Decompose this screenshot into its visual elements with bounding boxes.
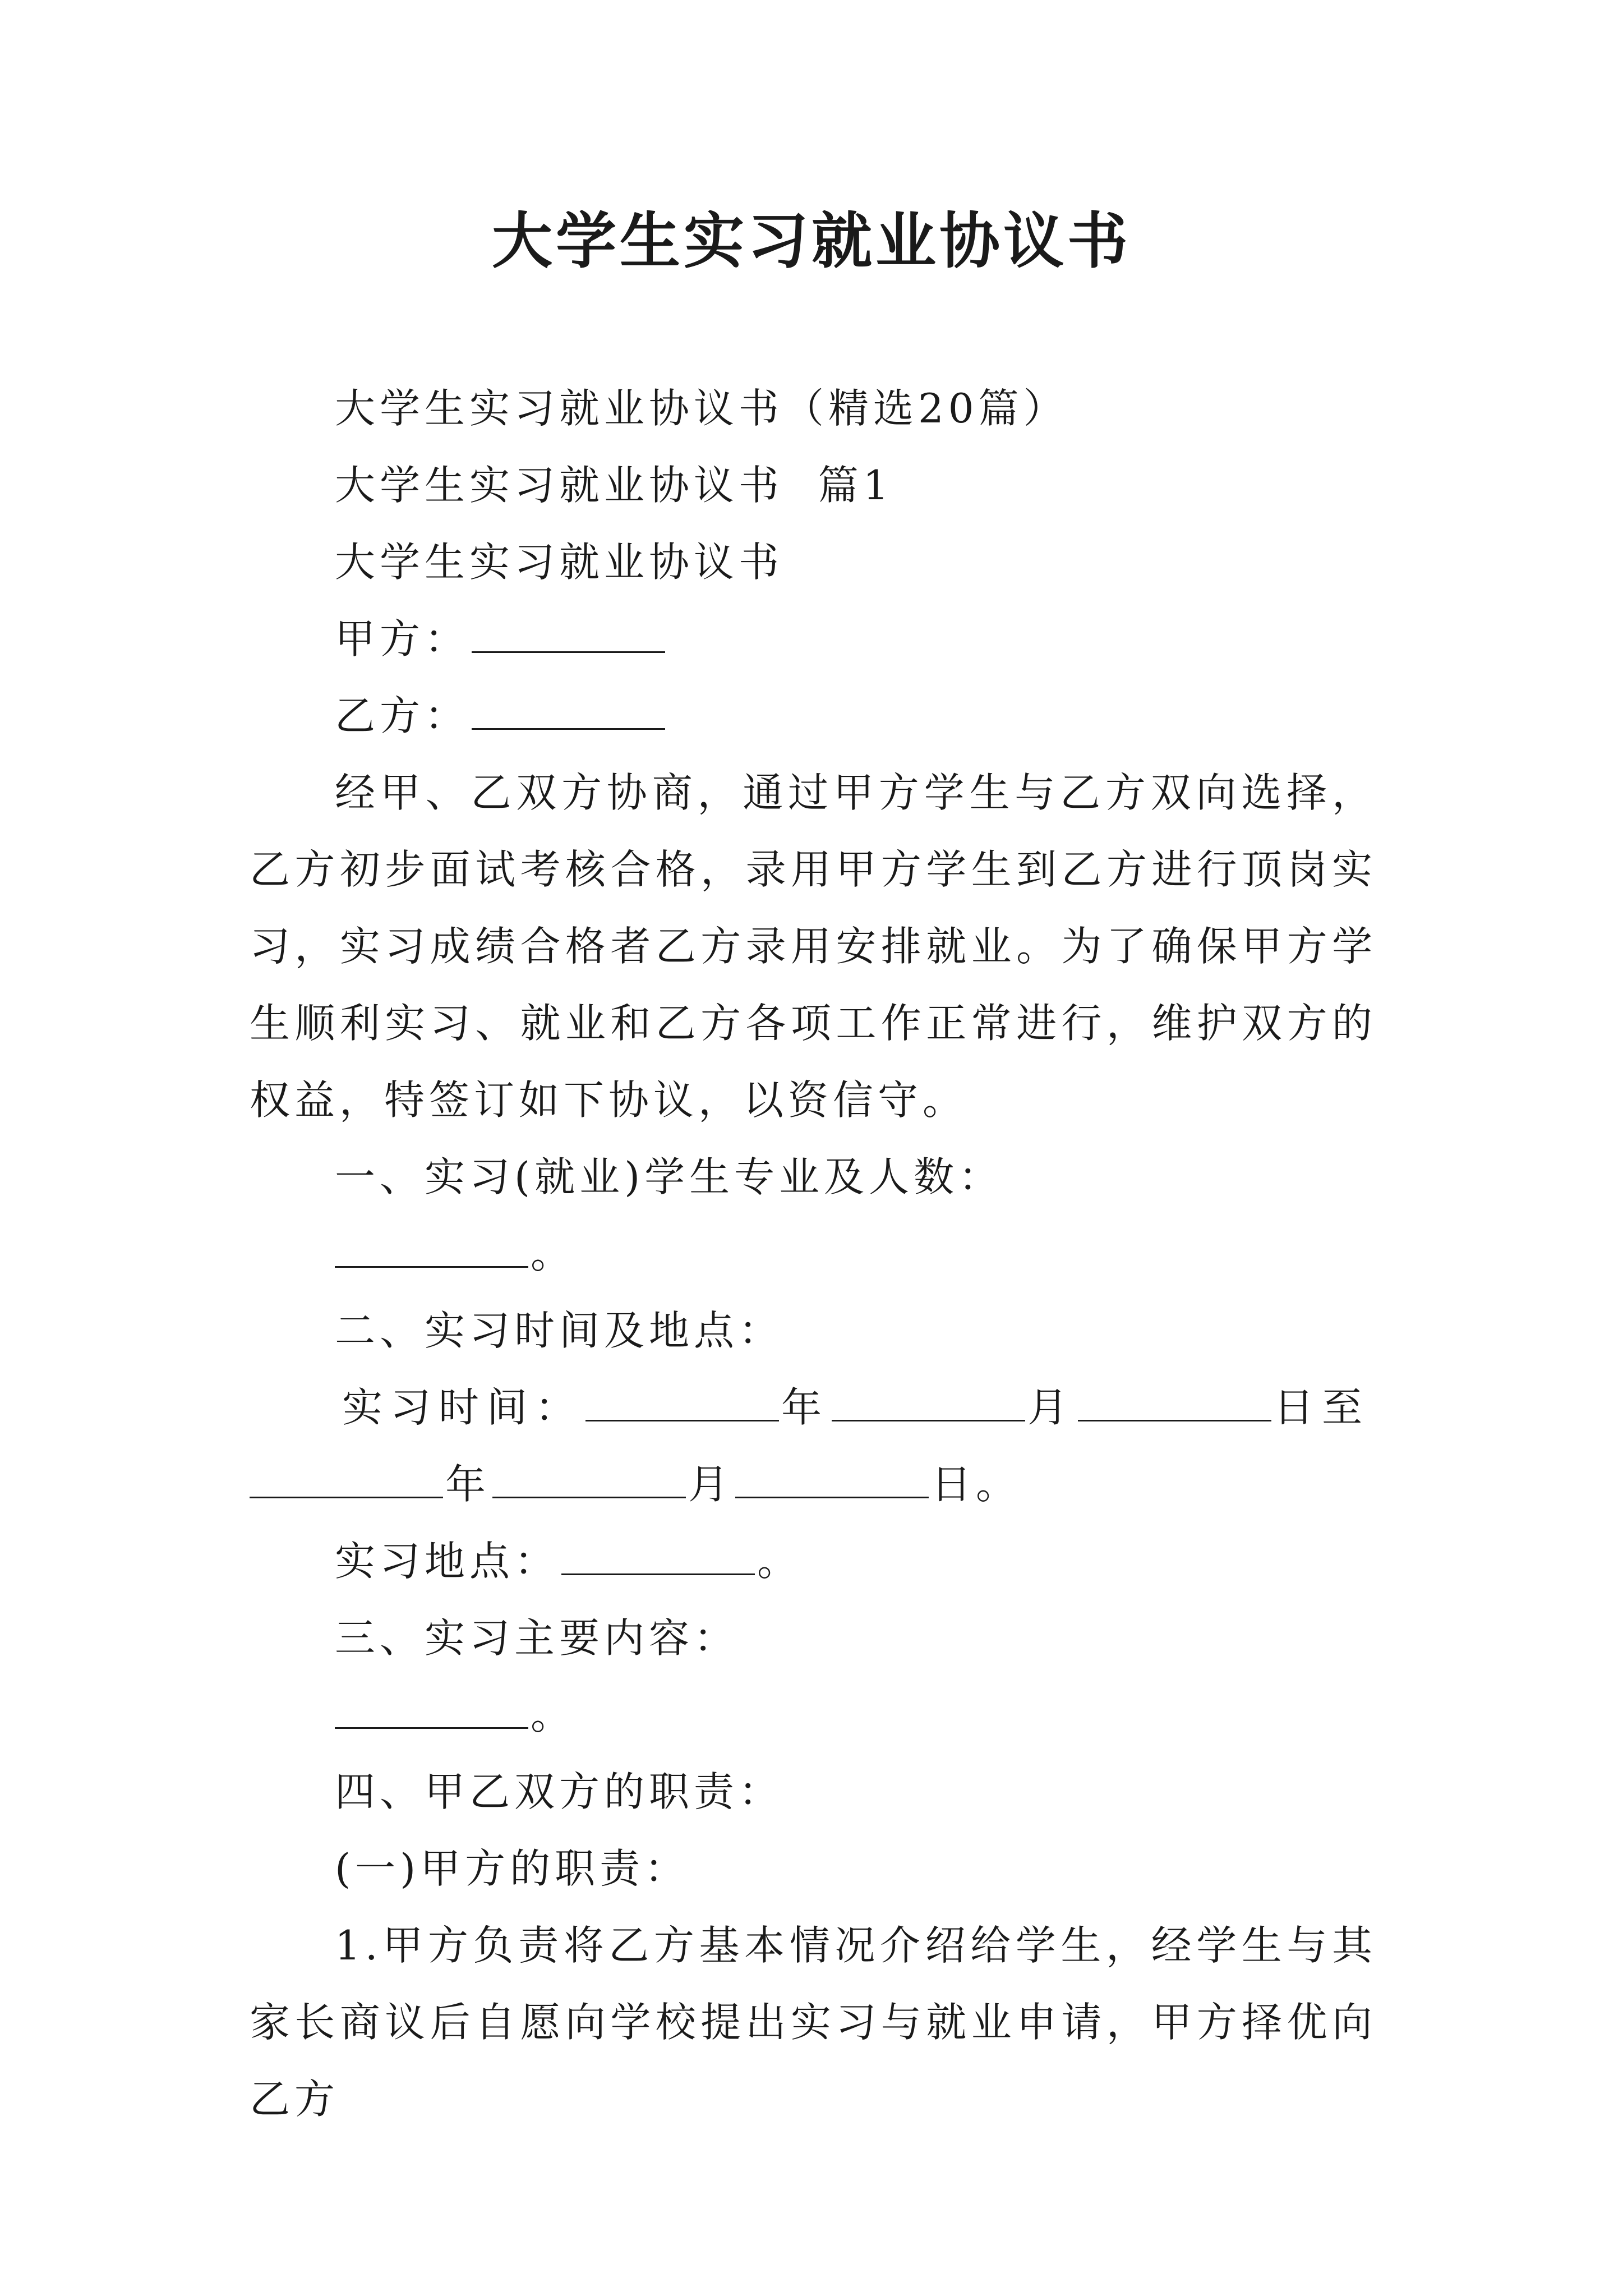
clause-1-heading: 一、实习(就业)学生专业及人数： — [335, 1153, 1004, 1200]
end-month-unit: 月 — [688, 1461, 734, 1508]
document-body — [250, 370, 1377, 2138]
party-a-label: 甲方： — [335, 615, 470, 662]
clause-3-fill-tail: 。 — [531, 1691, 576, 1738]
paragraph-agreement-name: 大学生实习就业协议书 — [335, 539, 784, 586]
internship-time-line — [250, 1369, 1377, 1446]
internship-location-label: 实习地点： — [335, 1538, 560, 1585]
party-a-blank[interactable] — [472, 616, 665, 653]
internship-location-tail: 。 — [757, 1538, 803, 1585]
clause-4-sub-heading: (一)甲方的职责： — [335, 1845, 690, 1892]
party-b-blank[interactable] — [472, 693, 665, 730]
paragraph-subtitle: 大学生实习就业协议书（精选20篇） — [335, 385, 1068, 432]
paragraph-section-heading: 大学生实习就业协议书 篇1 — [335, 462, 893, 509]
document-title: 大学生实习就业协议书 — [491, 206, 1131, 277]
clause-3-fill-line — [250, 1677, 1377, 1754]
clause-4-heading: 四、甲乙双方的职责： — [335, 1768, 784, 1815]
start-year-unit: 年 — [781, 1384, 830, 1431]
end-year-unit: 年 — [445, 1461, 491, 1508]
clause-4-item-1: 1.甲方负责将乙方基本情况介绍给学生，经学生与其家长商议后自愿向学校提出实习与就业申请，甲方择优向乙方 — [250, 1922, 1377, 2123]
internship-end-line — [250, 1446, 1377, 1523]
internship-time-label: 实习时间： — [342, 1384, 584, 1431]
main-content-blank[interactable] — [335, 1692, 528, 1729]
clause-1-fill-line — [250, 1216, 1377, 1292]
party-b-label: 乙方： — [335, 692, 470, 739]
end-day-unit: 日。 — [931, 1461, 1021, 1508]
start-day-unit: 日至 — [1274, 1384, 1371, 1431]
paragraph-preamble: 经甲、乙双方协商，通过甲方学生与乙方双向选择，乙方初步面试考核合格，录用甲方学生到乙方进行顶岗实习，实习成绩合格者乙方录用安排就业。为了确保甲方学生顺利实习、就业和乙方各项工作正常进行，维护双方的权益，特签订如下协议，以资信守。 — [250, 769, 1377, 1124]
start-day-blank[interactable] — [1078, 1385, 1271, 1421]
party-b-line — [250, 678, 1377, 754]
internship-location-blank[interactable] — [561, 1539, 755, 1575]
internship-location-line — [250, 1523, 1377, 1600]
start-year-blank[interactable] — [585, 1385, 779, 1421]
clause-3-heading: 三、实习主要内容： — [335, 1614, 739, 1662]
party-a-line — [250, 601, 1377, 678]
clause-2-heading: 二、实习时间及地点： — [335, 1307, 784, 1354]
start-month-unit: 月 — [1027, 1384, 1076, 1431]
major-count-blank[interactable] — [335, 1231, 528, 1268]
start-month-blank[interactable] — [832, 1385, 1025, 1421]
clause-1-fill-tail: 。 — [531, 1230, 576, 1277]
end-year-blank[interactable] — [250, 1462, 443, 1498]
end-month-blank[interactable] — [492, 1462, 686, 1498]
end-day-blank[interactable] — [735, 1462, 929, 1498]
